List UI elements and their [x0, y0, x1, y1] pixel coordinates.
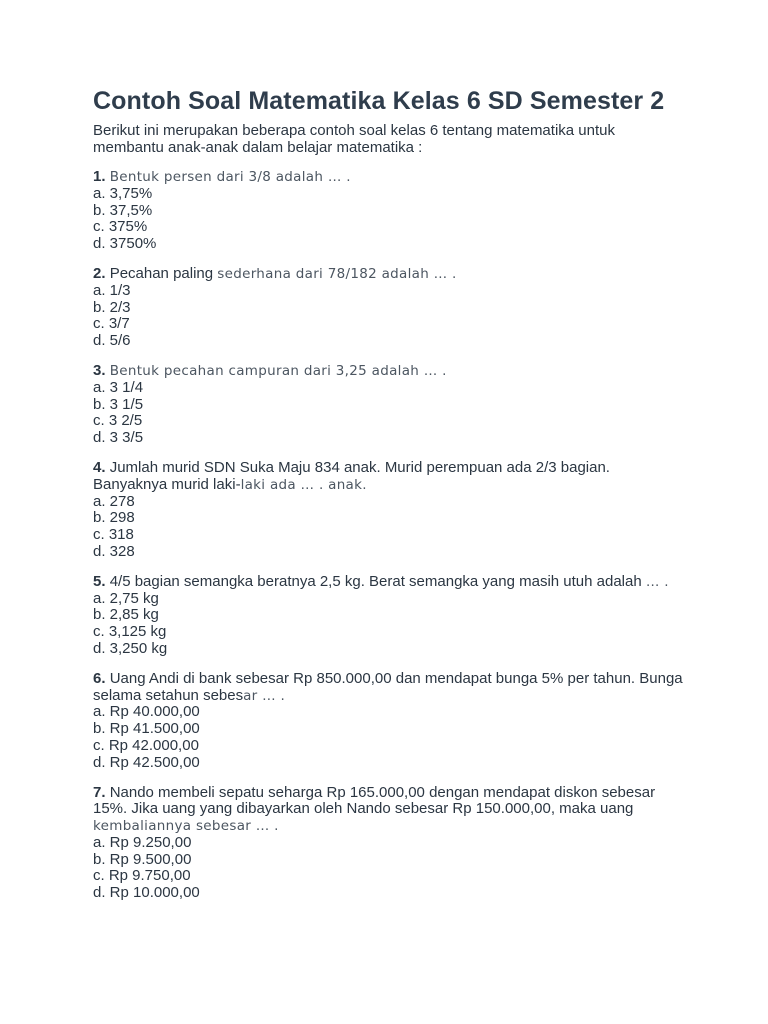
question-item — [93, 363, 693, 447]
answer-option-c: c. 318 — [93, 526, 134, 544]
question-item — [93, 574, 693, 658]
question-text — [93, 785, 683, 835]
question-text-regular: Jumlah murid SDN Suka Maju 834 anak. Murid perempuan ada 2/3 bagian. Banyaknya murid laki- — [93, 458, 610, 493]
answer-option-d: d. Rp 10.000,00 — [93, 884, 200, 902]
question-text — [93, 671, 683, 705]
question-text-light: sederhana dari 78/182 adalah … . — [217, 265, 457, 282]
question-number: 6. — [93, 669, 106, 687]
question-text-light: … . — [645, 573, 669, 590]
answer-option-c: c. Rp 42.000,00 — [93, 736, 199, 754]
question-text-light: laki ada … . anak. — [240, 476, 367, 493]
answer-option-b: b. 3 1/5 — [93, 395, 144, 413]
answer-option-a: a. 1/3 — [93, 281, 131, 299]
question-number: 2. — [93, 264, 106, 282]
answer-option-b: b. 298 — [93, 509, 135, 527]
question-text-regular: 4/5 bagian semangka beratnya 2,5 kg. Berat semangka yang masih utuh adalah — [109, 572, 646, 590]
question-item — [93, 169, 693, 253]
question-number: 5. — [93, 572, 106, 590]
question-item — [93, 266, 693, 350]
answer-option-d: d. 3,250 kg — [93, 639, 168, 657]
answer-option-b: b. Rp 9.500,00 — [93, 850, 192, 868]
answer-option-c: c. 3,125 kg — [93, 623, 167, 641]
answer-option-a: a. 3,75% — [93, 184, 153, 202]
question-text-light: Bentuk persen dari 3/8 adalah … . — [109, 169, 351, 185]
question-text — [93, 363, 683, 380]
answer-option-c: c. 375% — [93, 218, 148, 236]
question-text-light: ar … . — [243, 687, 286, 704]
answer-option-b: b. 2/3 — [93, 298, 131, 316]
question-text — [93, 574, 683, 591]
question-item — [93, 671, 693, 772]
answer-option-c: c. 3/7 — [93, 315, 130, 333]
answer-option-b: b. 2,85 kg — [93, 606, 159, 624]
question-text-regular: Uang Andi di bank sebesar Rp 850.000,00 dan mendapat bunga 5% per tahun. Bunga selama setahun sebes — [93, 669, 683, 704]
answer-option-a: a. 2,75 kg — [93, 589, 159, 607]
intro-paragraph: Berikut ini merupakan beberapa contoh soal kelas 6 tentang matematika untuk membantu anak-anak dalam belajar matematika : — [93, 122, 615, 156]
answer-option-b: b. 37,5% — [93, 201, 153, 219]
question-number: 4. — [93, 458, 106, 476]
question-text-regular: Pecahan paling — [109, 264, 218, 282]
answer-option-d: d. 3750% — [93, 235, 157, 253]
question-list — [93, 169, 693, 902]
answer-option-b: b. Rp 41.500,00 — [93, 720, 200, 738]
page-title: Contoh Soal Matematika Kelas 6 SD Semester 2 — [93, 87, 665, 115]
question-text-light: kembaliannya sebesar … . — [93, 818, 279, 835]
question-text-regular: Nando membeli sepatu seharga Rp 165.000,00 dengan mendapat diskon sebesar 15%. Jika uang yang dibayarkan oleh Nando sebesar Rp 150.000,00, maka uang — [93, 783, 656, 818]
answer-option-a: a. 278 — [93, 492, 135, 510]
question-item — [93, 785, 693, 903]
question-text-light: Bentuk pecahan campuran dari 3,25 adalah … . — [109, 362, 447, 379]
answer-option-d: d. 3 3/5 — [93, 429, 144, 447]
answer-option-d: d. Rp 42.500,00 — [93, 753, 200, 771]
question-number: 3. — [93, 361, 106, 379]
answer-option-c: c. Rp 9.750,00 — [93, 867, 191, 885]
answer-option-c: c. 3 2/5 — [93, 412, 143, 430]
document-page — [93, 86, 693, 915]
answer-option-a: a. 3 1/4 — [93, 378, 144, 396]
answer-option-a: a. Rp 40.000,00 — [93, 703, 200, 721]
question-item — [93, 460, 693, 561]
answer-option-d: d. 5/6 — [93, 332, 131, 350]
question-text — [93, 460, 683, 494]
answer-option-a: a. Rp 9.250,00 — [93, 833, 192, 851]
question-text — [93, 266, 683, 283]
question-number: 1. — [93, 168, 106, 185]
answer-option-d: d. 328 — [93, 542, 135, 560]
question-number: 7. — [93, 783, 106, 801]
question-text — [93, 169, 683, 186]
